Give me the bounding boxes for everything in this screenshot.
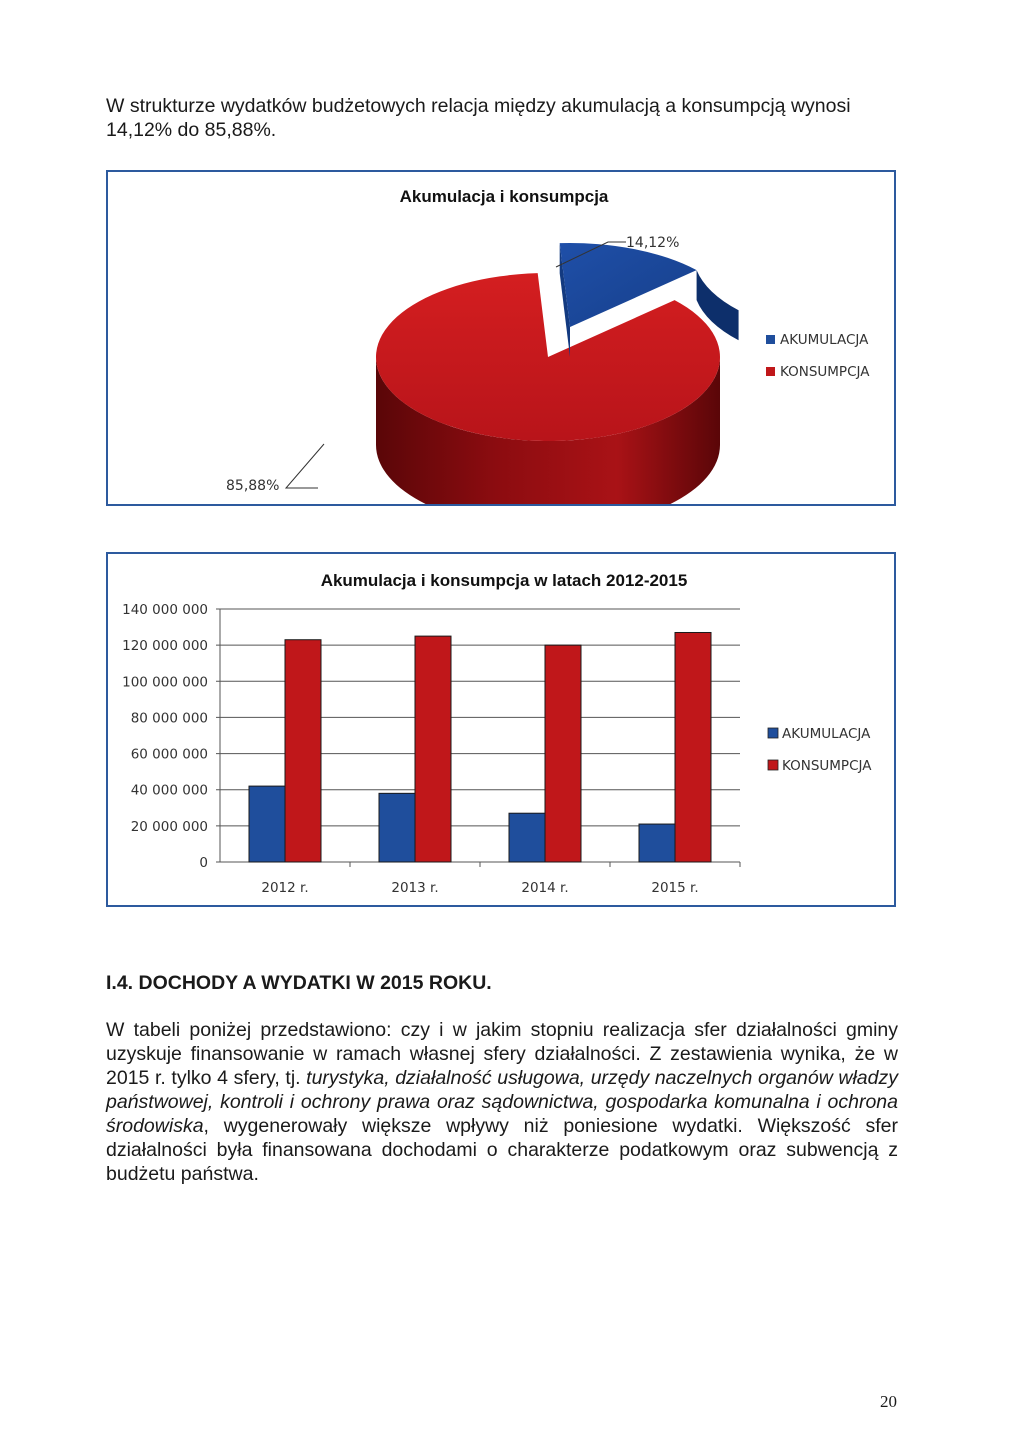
pie-chart-frame xyxy=(106,170,896,506)
bar-y-tick-label: 140 000 000 xyxy=(122,602,208,618)
bar-legend-akumulacja: AKUMULACJA xyxy=(782,726,871,742)
bar-konsumpcja-4 xyxy=(675,632,711,862)
pie-chart xyxy=(108,172,894,504)
bar-x-tick-label: 2012 r. xyxy=(261,880,309,896)
bar-x-tick-label: 2014 r. xyxy=(521,880,569,896)
page-number: 20 xyxy=(880,1392,897,1411)
pie-label-akumulacja: 14,12% xyxy=(626,235,680,251)
bar-x-tick-label: 2013 r. xyxy=(391,880,439,896)
pie-slice-konsumpcja xyxy=(376,273,720,441)
bar-akumulacja-1 xyxy=(249,786,285,862)
bar-y-tick-label: 0 xyxy=(199,855,208,871)
pie-leader-konsumpcja xyxy=(286,444,324,488)
intro-line-2: 14,12% do 85,88%. xyxy=(106,119,277,141)
bar-legend-konsumpcja: KONSUMPCJA xyxy=(782,758,872,774)
pie-legend-akumulacja: AKUMULACJA xyxy=(780,332,869,348)
intro-line-1: W strukturze wydatków budżetowych relacja między akumulacją a konsumpcją wynosi xyxy=(106,95,851,117)
section-lead-text: W tabeli poniżej przedstawiono: czy i w jakim stopniu realizacja sfer działalności gminy uzyskuje finansowanie w ramach własnej sfery działalności. Z zestawienia wynika, że w 2015 r. tylko 4 sfery, tj. xyxy=(106,1019,898,1089)
bar-y-tick-label: 100 000 000 xyxy=(122,674,208,691)
bar-chart-frame xyxy=(106,552,896,907)
pie-title: Akumulacja i konsumpcja xyxy=(399,187,609,206)
section-tail-text: , wygenerowały większe wpływy niż poniesione wydatki. Większość sfer działalności była finansowana dochodami o charakterze podatkowym oraz subwencją z budżetu państwa. xyxy=(106,1115,898,1185)
bar-konsumpcja-2 xyxy=(415,636,451,862)
pie-legend-konsumpcja: KONSUMPCJA xyxy=(780,364,870,380)
bar-konsumpcja-3 xyxy=(545,645,581,862)
bar-y-tick-label: 120 000 000 xyxy=(122,638,208,655)
pie-legend-swatch-konsumpcja xyxy=(766,367,775,376)
bar-chart xyxy=(108,554,894,905)
bar-y-tick-label: 40 000 000 xyxy=(130,782,208,799)
section-paragraph xyxy=(106,1018,898,1186)
bar-y-tick-label: 20 000 000 xyxy=(130,818,208,835)
bar-akumulacja-3 xyxy=(509,813,545,862)
bar-legend-swatch-konsumpcja xyxy=(768,760,778,770)
section-heading: I.4. DOCHODY A WYDATKI W 2015 ROKU. xyxy=(106,972,492,994)
bar-akumulacja-4 xyxy=(639,824,675,862)
bar-konsumpcja-1 xyxy=(285,640,321,862)
pie-legend-swatch-akumulacja xyxy=(766,335,775,344)
bar-akumulacja-2 xyxy=(379,793,415,862)
bar-title: Akumulacja i konsumpcja w latach 2012-2015 xyxy=(320,571,688,590)
intro-paragraph xyxy=(106,94,898,142)
bar-y-tick-label: 60 000 000 xyxy=(130,746,208,763)
pie-label-konsumpcja: 85,88% xyxy=(226,478,280,494)
bar-x-tick-label: 2015 r. xyxy=(651,880,699,896)
bar-y-tick-label: 80 000 000 xyxy=(130,710,208,727)
bar-legend-swatch-akumulacja xyxy=(768,728,778,738)
section-italic-text: turystyka, działalność usługowa, urzędy naczelnych organów władzy państwowej, kontroli i ochrony prawa oraz sądownictwa, gospodarka komunalna i ochrona środowiska xyxy=(106,1067,898,1137)
